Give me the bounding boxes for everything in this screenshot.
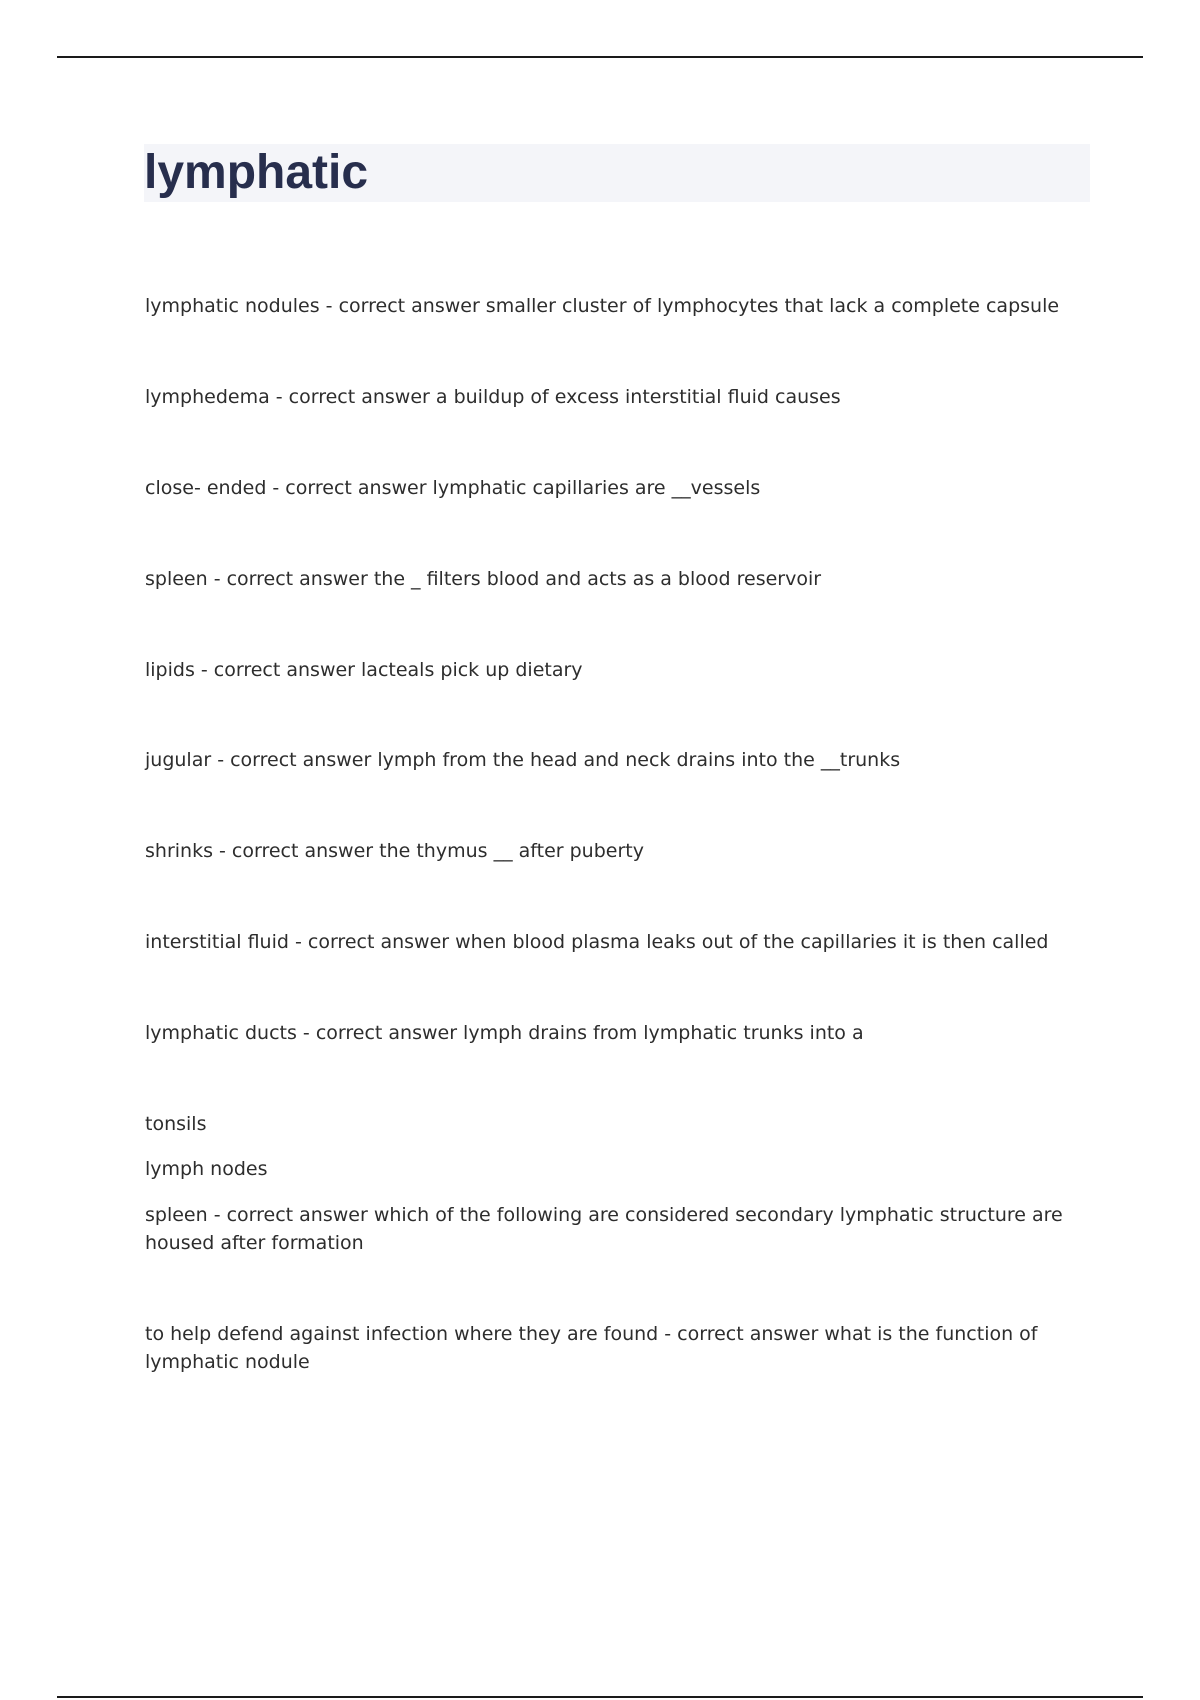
entry-shrinks: shrinks - correct answer the thymus __ after puberty [145, 840, 644, 862]
entry-interstitial-fluid: interstitial fluid - correct answer when blood plasma leaks out of the capillaries it is then called [145, 931, 1049, 953]
entry-tonsils: tonsils [145, 1113, 207, 1135]
entry-lipids: lipids - correct answer lacteals pick up dietary [145, 659, 583, 681]
entry-spleen-secondary: spleen - correct answer which of the following are considered secondary lymphatic structure are housed after formation [145, 1204, 1063, 1254]
footer-rule [57, 1696, 1143, 1698]
entry-close-ended: close- ended - correct answer lymphatic capillaries are __vessels [145, 477, 761, 499]
entry-lymphedema: lymphedema - correct answer a buildup of excess interstitial fluid causes [145, 386, 841, 408]
entry-jugular: jugular - correct answer lymph from the head and neck drains into the __trunks [145, 749, 901, 771]
entry-spleen-reservoir: spleen - correct answer the _ filters blood and acts as a blood reservoir [145, 568, 822, 590]
entry-defend-infection: to help defend against infection where they are found - correct answer what is the function of lymphatic nodule [145, 1323, 1038, 1373]
document-title: lymphatic [144, 146, 369, 199]
entry-lymph-nodes: lymph nodes [145, 1158, 268, 1180]
header-rule [57, 56, 1143, 58]
entry-lymphatic-ducts: lymphatic ducts - correct answer lymph drains from lymphatic trunks into a [145, 1022, 864, 1044]
entry-lymphatic-nodules: lymphatic nodules - correct answer smaller cluster of lymphocytes that lack a complete capsule [145, 295, 1060, 317]
